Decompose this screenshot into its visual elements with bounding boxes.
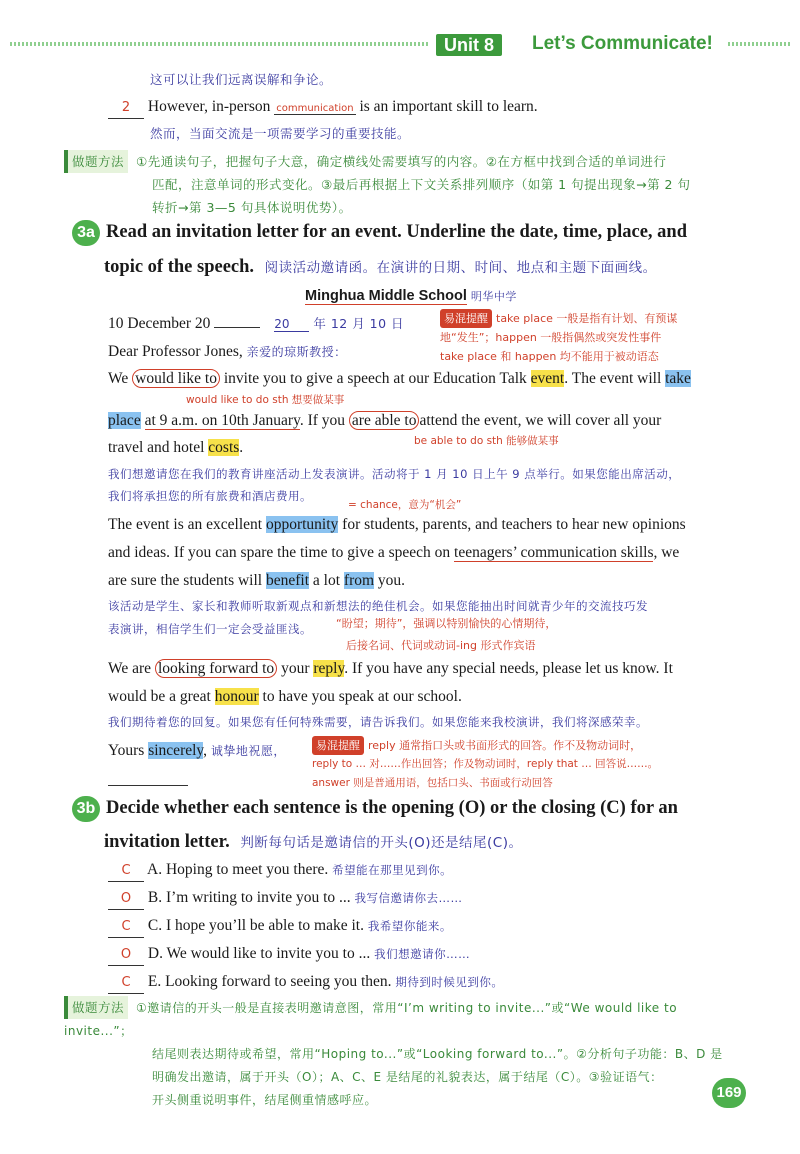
- tip-box-3: [64, 996, 744, 1112]
- intro-item-2: [108, 97, 538, 119]
- tip-text: 结尾则表达期待或希望，常用“Hoping to...”或“Looking forward to...”。②分析句子功能：B、D 是: [152, 1047, 723, 1061]
- underlined-topic: teenagers’ communication skills: [454, 544, 654, 561]
- phrase-circle: are able to: [349, 411, 420, 430]
- para2-zh1: 该活动是学生、家长和教师听取新观点和新想法的绝佳机会。如果您能抽出时间就青少年的交流技巧发: [108, 599, 648, 613]
- heading-text: topic of the speech.: [104, 257, 255, 277]
- tip-text: 明确发出邀请，属于开头（O）；A、C、E 是结尾的礼貌表达，属于结尾（C）。③验证语气：: [152, 1070, 663, 1084]
- note-able-to: be able to do sth 能够做某事: [414, 435, 559, 447]
- list-item: C E. Looking forward to seeing you then. 期待到时候见到你。: [108, 972, 503, 1000]
- heading-text: Decide whether each sentence is the opening (O) or the closing (C) for an: [106, 798, 678, 818]
- unit-title: Let’s Communicate!: [532, 33, 713, 54]
- intro-zh-line: 这可以让我们远离误解和争论。: [150, 72, 333, 87]
- letter-greeting: [108, 342, 347, 362]
- tip-text: take place 和 happen 均不能用于被动语态: [440, 350, 659, 363]
- list-item: C A. Hoping to meet you there. 希望能在那里见到你。: [108, 860, 503, 888]
- phrase-circle: looking forward to: [155, 659, 277, 678]
- tip-text: take place 一般是指有计划、有预谋: [496, 312, 678, 325]
- heading-text: invitation letter.: [104, 832, 230, 852]
- list-item: O D. We would like to invite you to ... 我们想邀请你……: [108, 944, 503, 972]
- phrase-circle: would like to: [132, 369, 220, 388]
- answer-blank: 2: [108, 98, 144, 119]
- options-list: [108, 860, 503, 1000]
- para1-line2: place at 9 a.m. on 10th January. If you are able to attend the event, we will cover all your: [108, 412, 662, 429]
- date-answer: 20: [274, 317, 309, 332]
- section-3a-title: [72, 220, 687, 246]
- school-zh: 明华中学: [470, 290, 517, 303]
- tip-text: answer 则是普通用语，包括口头、书面或行动回答: [312, 777, 553, 789]
- list-item: O B. I’m writing to invite you to ... 我写信邀请你去……: [108, 888, 503, 916]
- highlight-word: opportunity: [265, 516, 339, 533]
- note-look-forward-1: “盼望；期待”，强调以特别愉快的心情期待，: [336, 617, 557, 630]
- date-text: 10 December 20: [108, 315, 211, 332]
- tip-take-place: [440, 309, 740, 366]
- heading-zh: 阅读活动邀请函。在演讲的日期、时间、地点和主题下面画线。: [264, 260, 657, 276]
- tip-text: 开头侧重说明事件，结尾侧重情感呼应。: [152, 1093, 378, 1107]
- highlight-word: take: [665, 370, 691, 387]
- heading-zh: 判断每句话是邀请信的开头(O)还是结尾(C)。: [240, 835, 523, 851]
- tip-reply: [312, 736, 742, 793]
- underlined-time: at 9 a.m. on 10th January: [144, 412, 300, 429]
- highlight-word: sincerely: [148, 742, 204, 759]
- tip-tag: 做题方法: [64, 996, 128, 1019]
- intro-item-2-zh: 然而，当面交流是一项需要学习的重要技能。: [150, 126, 411, 141]
- tip-text: 地“发生”；happen 一般指偶然或突发性事件: [440, 331, 662, 344]
- school-name: [305, 287, 517, 305]
- para1-line3: travel and hotel costs.: [108, 439, 244, 456]
- para3-zh: 我们期待着您的回复。如果您有任何特殊需要，请告诉我们。如果您能来我校演讲，我们将深感荣幸。: [108, 715, 648, 729]
- tip-badge: 易混提醒: [440, 309, 492, 328]
- highlight-word: honour: [214, 688, 259, 705]
- para1-zh2: 我们将承担您的所有旅费和酒店费用。: [108, 489, 312, 503]
- answer-blank: C: [108, 917, 144, 938]
- closing-zh: 诚挚地祝愿，: [210, 744, 286, 758]
- highlight-word: benefit: [265, 572, 310, 589]
- section-3b-title-line2: [104, 830, 522, 855]
- section-badge: 3a: [72, 220, 100, 246]
- tip-text: reply 通常指口头或书面形式的回答。作不及物动词时，: [368, 739, 642, 752]
- date-zh: 年 12 月 10 日: [313, 316, 405, 331]
- unit-badge: Unit 8: [436, 34, 502, 56]
- highlight-word: event: [530, 370, 565, 387]
- signature-line: [108, 785, 188, 786]
- answer-blank: communication: [276, 103, 354, 114]
- para2-zh2: 表演讲，相信学生们一定会受益匪浅。: [108, 622, 312, 636]
- para1-zh1: 我们想邀请您在我们的教育讲座活动上发表演讲。活动将于 1 月 10 日上午 9 点举行。如果您能出席活动，: [108, 467, 681, 481]
- para2-line3: are sure the students will benefit a lot from you.: [108, 572, 406, 589]
- tip-box-1: [64, 150, 734, 219]
- greeting-text: Dear Professor Jones,: [108, 343, 243, 360]
- tip-tag: 做题方法: [64, 150, 128, 173]
- tip-badge: 易混提醒: [312, 736, 364, 755]
- tip-text: ①邀请信的开头一般是直接表明邀请意图，常用“I’m writing to invite...”或“We would like to invite...”；: [64, 1001, 678, 1038]
- section-3a-title-line2: [104, 255, 657, 280]
- header-rule: [10, 42, 430, 46]
- greeting-zh: 亲爱的琼斯教授：: [246, 345, 347, 359]
- para2-line1: The event is an excellent opportunity for students, parents, and teachers to hear new opinions: [108, 516, 686, 533]
- item-text: is an important skill to learn.: [359, 98, 538, 115]
- letter-closing: Yours sincerely, 诚挚地祝愿，: [108, 742, 286, 759]
- answer-blank: O: [108, 945, 144, 966]
- highlight-word: reply: [313, 660, 345, 677]
- para1-line1: We would like to invite you to give a speech at our Education Talk event. The event will take: [108, 370, 691, 387]
- tip-text: ①先通读句子，把握句子大意，确定横线处需要填写的内容。②在方框中找到合适的单词进行: [136, 154, 667, 169]
- note-chance: = chance，意为“机会”: [348, 499, 462, 511]
- tip-text: 匹配，注意单词的形式变化。③最后再根据上下文关系排列顺序（如第 1 句提出现象→第 2 句: [152, 177, 691, 192]
- answer-blank: O: [108, 889, 144, 910]
- list-item: C C. I hope you’ll be able to make it. 我希望你能来。: [108, 916, 503, 944]
- heading-text: Read an invitation letter for an event. Underline the date, time, place, and: [106, 222, 687, 242]
- highlight-word: from: [343, 572, 375, 589]
- section-badge: 3b: [72, 796, 100, 822]
- note-look-forward-2: 后接名词、代词或动词-ing 形式作宾语: [346, 639, 536, 652]
- header-rule-right: [728, 42, 790, 46]
- para2-line2: and ideas. If you can spare the time to give a speech on teenagers’ communication skills, we: [108, 544, 680, 561]
- highlight-word: costs: [208, 439, 240, 456]
- section-3b-title: [72, 796, 678, 822]
- para3-line2: would be a great honour to have you speak at our school.: [108, 688, 462, 705]
- highlight-word: place: [108, 412, 141, 429]
- page-number: 169: [712, 1078, 746, 1108]
- para3-line1: We are looking forward to your reply. If you have any special needs, please let us know. It: [108, 660, 673, 677]
- answer-blank: C: [108, 973, 144, 994]
- letter-date: [108, 314, 404, 334]
- item-text: However, in-person: [147, 98, 271, 115]
- tip-text: reply to … 对……作出回答；作及物动词时，reply that … 回答说……。: [312, 758, 659, 770]
- note-would-like: would like to do sth 想要做某事: [186, 394, 345, 406]
- school-title: Minghua Middle School: [305, 288, 467, 304]
- tip-text: 转折→第 3—5 句具体说明优势）。: [152, 200, 352, 215]
- answer-blank: C: [108, 861, 144, 882]
